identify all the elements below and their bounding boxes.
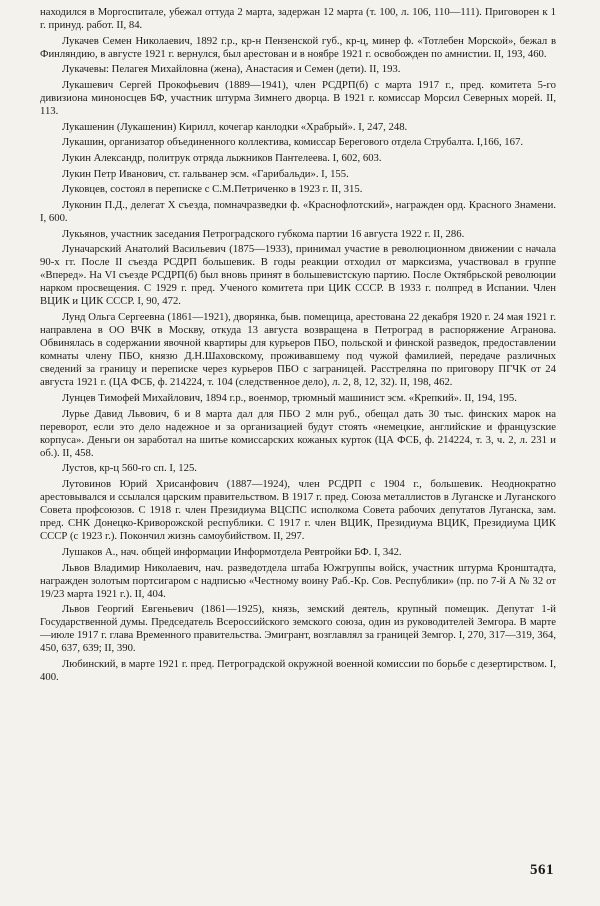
index-entry: Лукачев Семен Николаевич, 1892 г.р., кр-н Пензенской губ., кр-ц, минер ф. «Тотлебен Морской», бежал в Финляндию, в августе 1921 г. вернулся, был арестован и в ноябре 1921 г. освобожден по амнистии. II, 193, 460. <box>40 34 556 60</box>
index-entry: Луконин П.Д., делегат X съезда, помначразведки ф. «Краснофлотский», награжден орд. Красного Знамени. I, 600. <box>40 198 556 224</box>
index-entry: Лукашевич Сергей Прокофьевич (1889—1941), член РСДРП(б) с марта 1917 г., пред. комитета 5-го дивизиона миноносцев БФ, участник штурма Зимнего дворца. В 1921 г. комиссар Морсил Северных морей. II, 113. <box>40 79 556 118</box>
index-entry: Лушаков А., нач. общей информации Информотдела Ревтройки БФ. I, 342. <box>62 545 402 558</box>
index-entry: Лукин Александр, политрук отряда лыжников Пантелеева. I, 602, 603. <box>62 152 382 165</box>
index-entry: Лукьянов, участник заседания Петроградского губкома партии 16 августа 1922 г. II, 286. <box>62 227 465 240</box>
index-entry: Лутовинов Юрий Хрисанфович (1887—1924), член РСДРП с 1904 г., большевик. Неоднократно арестовывался и ссылался царским правительством. В 1917 г. пред. Союза металлистов в Луганске и Луганского Совета профсоюзов. С 1918 г. член Президиума ВЦСПС исполкома Совета рабочих депутатов Луганска, зам. пред. СНК Донецко-Криворожской республики. С 1917 г. член ВЦИК, Президиума ВЦИК, Президиума ЦИК СССР (с 1923 г.). Покончил жизнь самоубийством. II, 297. <box>40 478 556 543</box>
index-entry: Лукин Петр Иванович, ст. гальванер эсм. «Гарибальди». I, 155. <box>62 167 349 180</box>
index-entry: Львов Георгий Евгеньевич (1861—1925), князь, земский деятель, крупный помещик. Депутат 1-й Государственной думы. Председатель Всероссийского земского союза, один из руководителей Земгора. В марте—июле 1917 г. глава Временного правительства. Эмигрант, возглавлял за границей Земгор. I, 270, 317—319, 364, 450, 637, 639; II, 390. <box>40 603 556 655</box>
index-entry: Лустов, кр-ц 560-го сп. I, 125. <box>62 462 197 475</box>
index-entry: Лукачевы: Пелагея Михайловна (жена), Анастасия и Семен (дети). II, 193. <box>62 63 401 76</box>
index-entry: Лунцев Тимофей Михайлович, 1894 г.р., военмор, трюмный машинист эсм. «Крепкий». II, 194, 195. <box>62 391 517 404</box>
index-entry: Лурье Давид Львович, 6 и 8 марта дал для ПБО 2 млн руб., обещал дать 30 тыс. финских марок на переворот, если это дело надежное и за организацией будут стоять «немецкие, английские и французские корпуса». Деньги он заработал на шитье комиссарских кожаных курток (ЦА ФСБ, ф. 214224, т. 3, ч. 2, л. 231 и об.). II, 458. <box>40 407 556 459</box>
index-entry: Львов Владимир Николаевич, нач. разведотдела штаба Южгруппы войск, участник штурма Кронштадта, награжден золотым портсигаром с надписью «Честному воину Раб.-Кр. Сов. Республики» (пр. по 7-й А № 32 от 19/23 марта 1921 г.). II, 404. <box>40 561 556 600</box>
index-entry: Любинский, в марте 1921 г. пред. Петроградской окружной военной комиссии по борьбе с дезертирством. I, 400. <box>40 658 556 684</box>
index-entry: находился в Моргоспитале, убежал оттуда 2 марта, задержан 12 марта (т. 100, л. 106, 110—111). Приговорен к 1 г. принуд. работ. II, 84. <box>40 6 556 32</box>
index-entries <box>40 6 556 684</box>
index-entry: Луначарский Анатолий Васильевич (1875—1933), принимал участие в революционном движении с начала 90-х гг. После II съезда РСДРП большевик. В годы реакции отходил от марксизма, участвовал в группе «Вперед». На VI съезде РСДРП(б) был вновь принят в большевистскую партию. После Октябрьской революции нарком просвещения. С 1929 г. пред. Ученого комитета при ЦИК СССР. В 1933 г. полпред в Испании. Член ВЦИК и ЦИК СССР. I, 90, 472. <box>40 243 556 308</box>
index-entry: Лунд Ольга Сергеевна (1861—1921), дворянка, быв. помещица, арестована 22 декабря 1920 г. 24 мая 1921 г. направлена в ОО ВЧК в Москву, откуда 13 августа возвращена в Петроград в распоряжение Агранова. Обвинялась в содержании явочной квартиры для курьеров ПБО, польской и финской разведок, предоставлении комнаты члену ПБО, князю Д.Н.Шаховскому, проживавшему под чужой фамилией, передаче различных сведений за границу и переписке через курьеров ПБО с заграницей. Расстреляна по приговору ПГЧК от 24 августа 1921 г. (ЦА ФСБ, ф. 214224, т. 104 (следственное дело), л. 2, 8, 12, 32). II, 198, 462. <box>40 311 556 389</box>
page-number: 561 <box>530 862 554 878</box>
index-entry: Луковцев, состоял в переписке с С.М.Петриченко в 1923 г. II, 315. <box>62 183 363 196</box>
index-entry: Лукашин, организатор объединенного коллектива, комиссар Берегового отдела Струбалта. I,166, 167. <box>62 136 524 149</box>
index-entry: Лукашенин (Лукашенин) Кирилл, кочегар канлодки «Храбрый». I, 247, 248. <box>62 120 408 133</box>
